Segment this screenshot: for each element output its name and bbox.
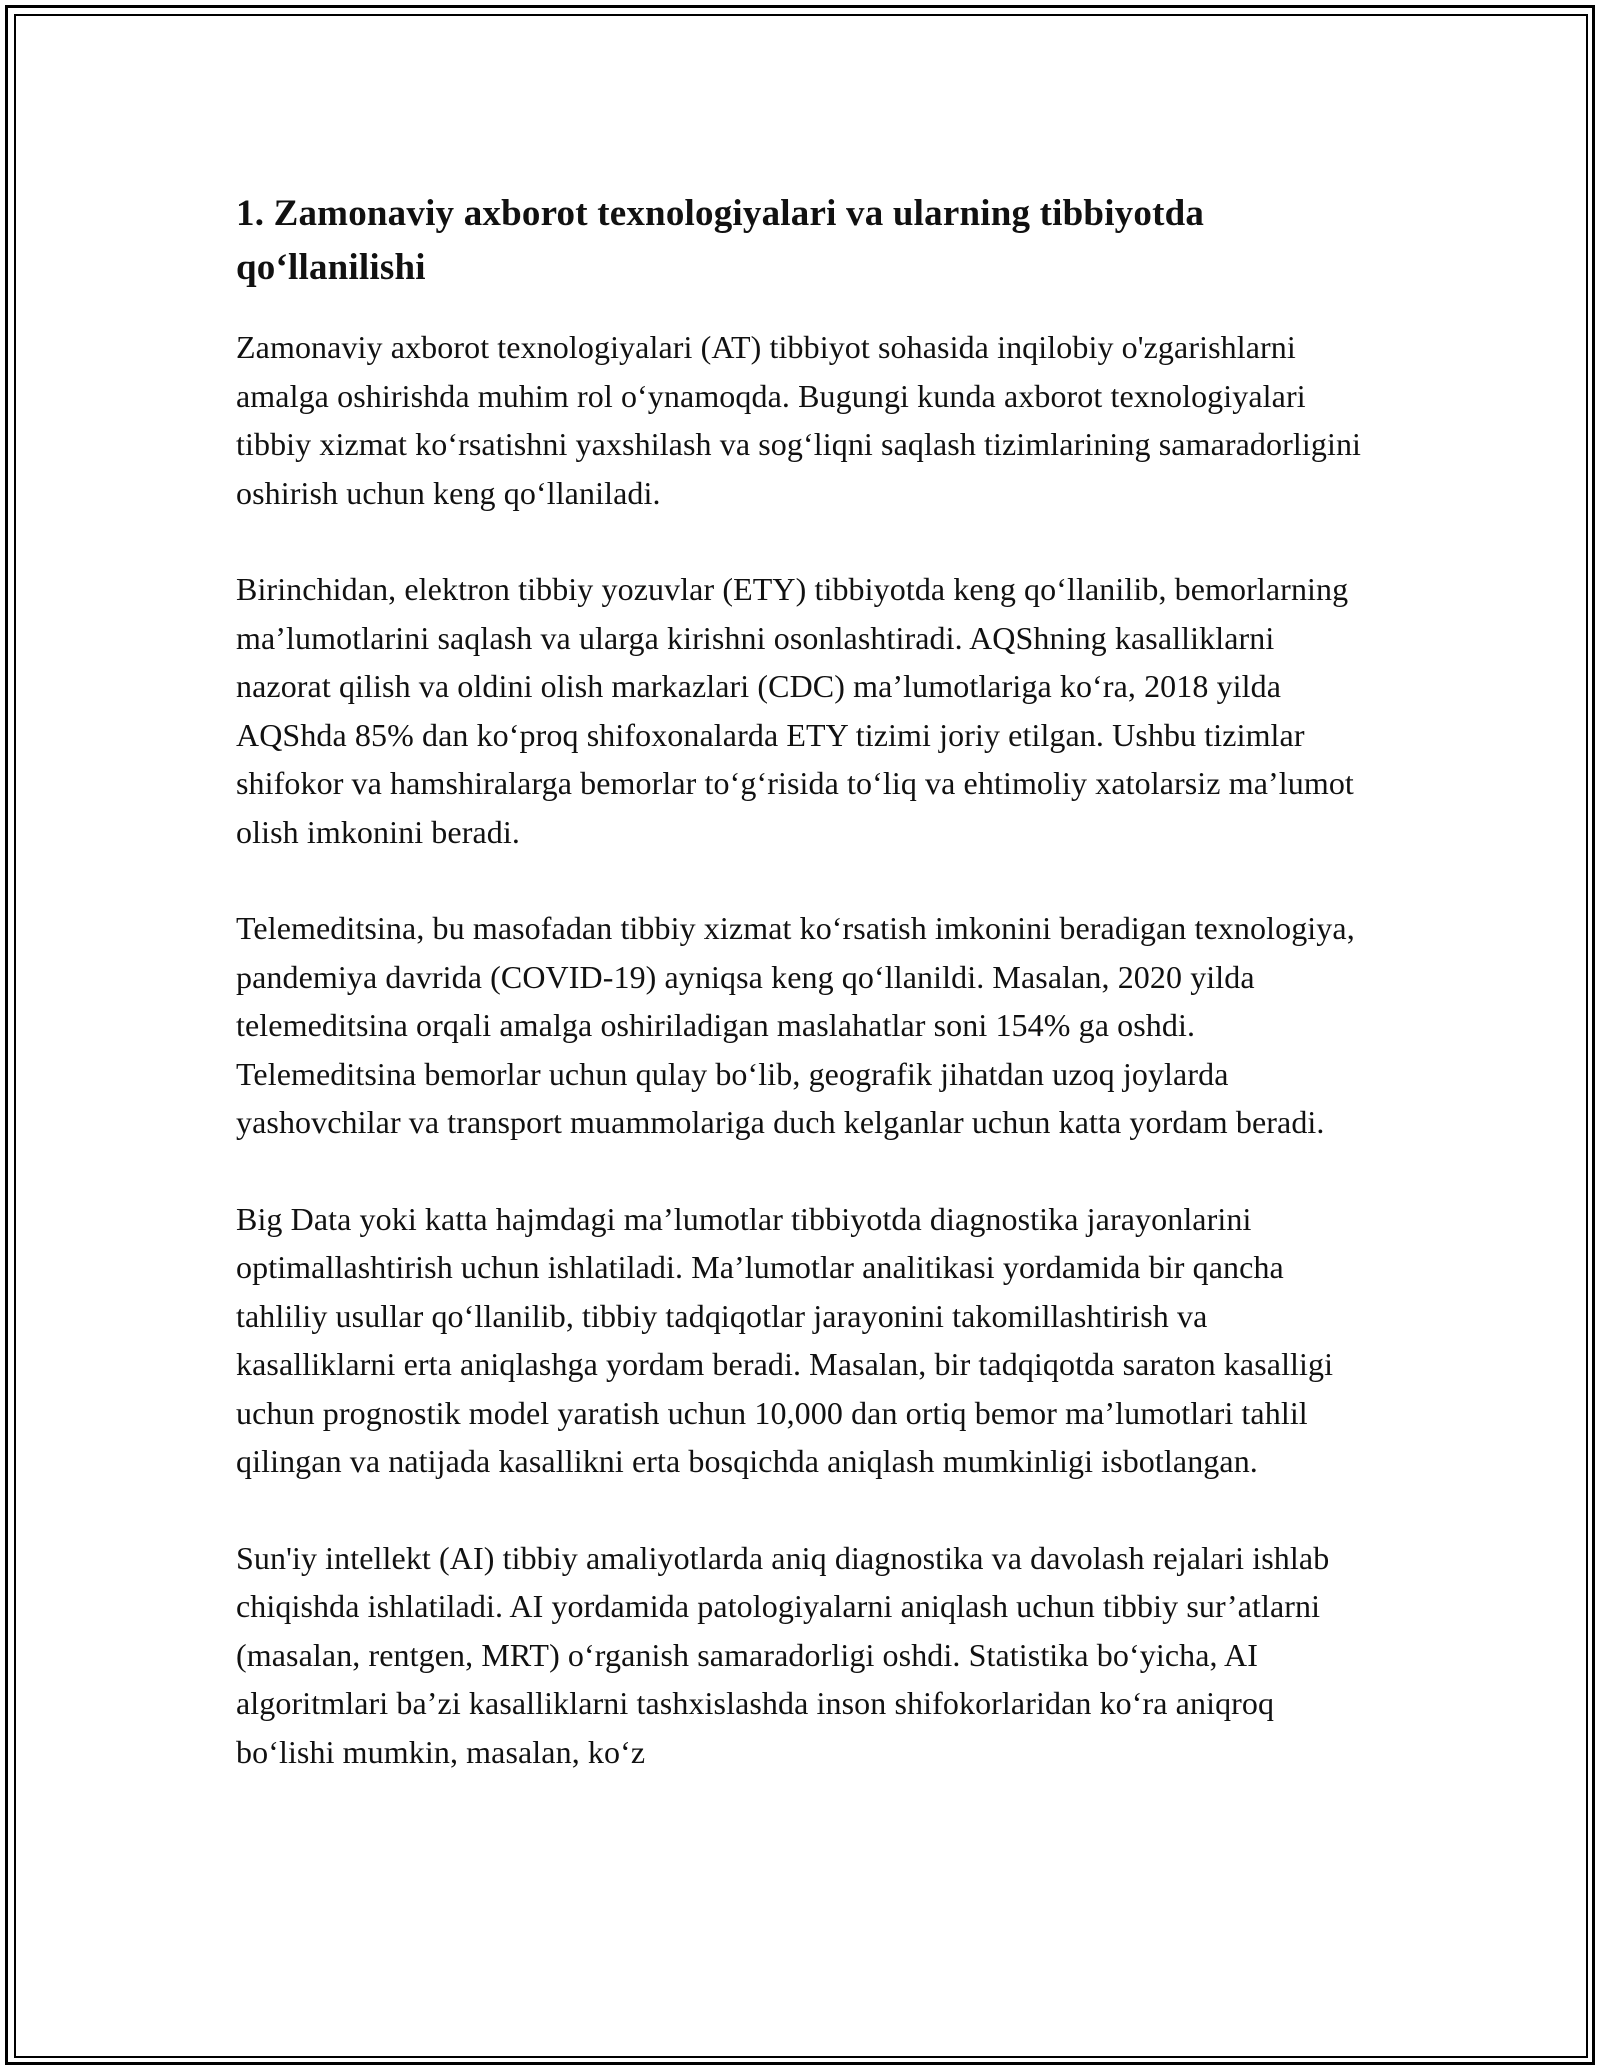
paragraph-telemedicine: Telemeditsina, bu masofadan tibbiy xizmat ko‘rsatish imkonini beradigan texnologiya, pandemiya davrida (COVID-19) ayniqsa keng qo‘llanildi. Masalan, 2020 yilda telemeditsina orqali amalga oshiriladigan maslahatlar soni 154% ga oshdi. Telemeditsina bemorlar uchun qulay bo‘lib, geografik jihatdan uzoq joylarda yashovchilar va transport muammolariga duch kelganlar uchun katta yordam beradi. (236, 910, 1355, 1140)
paragraph-intro: Zamonaviy axborot texnologiyalari (AT) tibbiyot sohasida inqilobiy o'zgarishlarni amalga oshirishda muhim rol o‘ynamoqda. Bugungi kunda axborot texnologiyalari tibbiy xizmat ko‘rsatishni yaxshilash va sog‘liqni saqlash tizimlarining samaradorligini oshirish uchun keng qo‘llaniladi. (236, 329, 1362, 511)
paragraph-big-data: Big Data yoki katta hajmdagi ma’lumotlar tibbiyotda diagnostika jarayonlarini optimallashtirish uchun ishlatiladi. Ma’lumotlar analitikasi yordamida bir qancha tahliliy usullar qo‘llanilib, tibbiy tadqiqotlar jarayonini takomillashtirish va kasalliklarni erta aniqlashga yordam beradi. Masalan, bir tadqiqotda saraton kasalligi uchun prognostik model yaratish uchun 10,000 dan ortiq bemor ma’lumotlari tahlil qilingan va natijada kasallikni erta bosqichda aniqlash mumkinligi isbotlangan. (236, 1200, 1334, 1479)
section-heading: 1. Zamonaviy axborot texnologiyalari va ularning tibbiyotda qo‘llanilishi (236, 193, 1205, 288)
paragraph-artificial-intelligence: Sun'iy intellekt (AI) tibbiy amaliyotlarda aniq diagnostika va davolash rejalari ishlab chiqishda ishlatiladi. AI yordamida patologiyalarni aniqlash uchun tibbiy sur’atlarni (masalan, rentgen, MRT) o‘rganish samaradorligi oshdi. Statistika bo‘yicha, AI algoritmlari ba’zi kasalliklarni tashxislashda inson shifokorlaridan ko‘ra aniqroq bo‘lishi mumkin, masalan, ko‘z (236, 1539, 1330, 1770)
paragraph-electronic-records: Birinchidan, elektron tibbiy yozuvlar (ETY) tibbiyotda keng qo‘llanilib, bemorlarning ma’lumotlarini saqlash va ularga kirishni osonlashtiradi. AQShning kasalliklarni nazorat qilish va oldini olish markazlari (CDC) ma’lumotlariga ko‘ra, 2018 yilda AQShda 85% dan ko‘proq shifoxonalarda ETY tizimi joriy etilgan. Ushbu tizimlar shifokor va hamshiralarga bemorlar to‘g‘risida to‘liq va ehtimoliy xatolarsiz ma’lumot olish imkonini beradi. (236, 571, 1354, 850)
document-body (236, 187, 1371, 1824)
